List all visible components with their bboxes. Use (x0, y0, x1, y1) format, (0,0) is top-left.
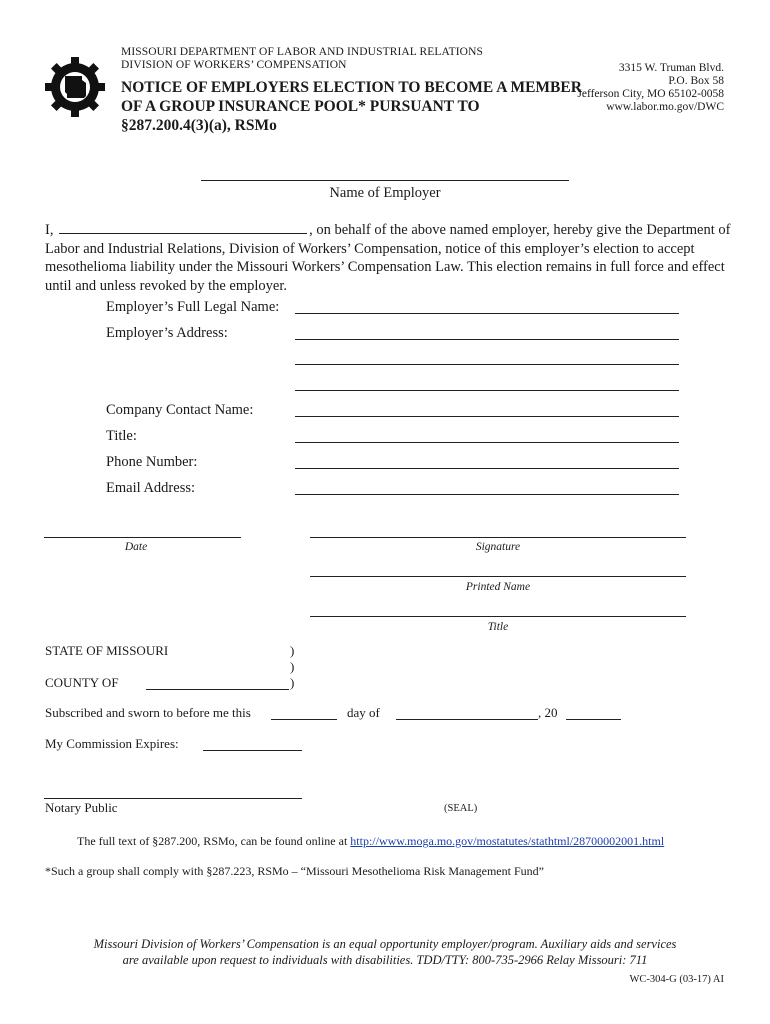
email-field[interactable] (295, 494, 679, 495)
department-heading (121, 46, 483, 72)
signer-title-field[interactable] (310, 616, 686, 617)
equal-opportunity-footer (0, 936, 770, 968)
title-field[interactable] (295, 442, 679, 443)
agency-address (577, 62, 724, 114)
address-field-line-3[interactable] (295, 390, 679, 391)
footer-line-1: Missouri Division of Workers’ Compensation is an equal opportunity employer/program. Auxiliary aids and services (93, 937, 677, 951)
address-street: 3315 W. Truman Blvd. (618, 62, 724, 74)
election-statement (45, 220, 735, 295)
commission-expires-label: My Commission Expires: (45, 736, 179, 751)
day-of-label: day of (347, 705, 380, 720)
agency-website: www.labor.mo.gov/DWC (606, 101, 724, 113)
form-number: WC-304-G (03-17) AI (629, 974, 724, 985)
subscribed-label: Subscribed and sworn to before me this (45, 705, 251, 720)
legal-name-label: Employer’s Full Legal Name: (106, 299, 280, 315)
date-field[interactable] (44, 537, 241, 538)
address-city: Jefferson City, MO 65102-0058 (577, 88, 724, 100)
county-field[interactable] (146, 689, 289, 690)
address-label: Employer’s Address: (106, 325, 228, 341)
sworn-year-field[interactable] (566, 719, 621, 720)
commission-expires-field[interactable] (203, 750, 302, 751)
missouri-gear-seal-icon (44, 56, 106, 118)
state-label: STATE OF MISSOURI (45, 643, 169, 658)
form-title-line-1: NOTICE OF EMPLOYERS ELECTION TO BECOME A MEMBER (121, 79, 582, 96)
bracket-1: ) (290, 643, 295, 658)
statute-link[interactable]: http://www.moga.mo.gov/mostatutes/stathtml/28700002001.html (350, 834, 665, 848)
name-of-employer-field[interactable] (201, 180, 569, 181)
group-compliance-note: *Such a group shall comply with §287.223, RSMo – “Missouri Mesothelioma Risk Management Fund” (45, 864, 544, 878)
division-name: DIVISION OF WORKERS’ COMPENSATION (121, 59, 347, 71)
county-label: COUNTY OF (45, 675, 119, 690)
form-title (121, 78, 582, 135)
notary-public-label: Notary Public (45, 800, 118, 815)
name-of-employer-label: Name of Employer (329, 185, 441, 201)
bracket-2: ) (290, 659, 295, 674)
phone-label: Phone Number: (106, 454, 198, 470)
title-label: Title: (106, 428, 137, 444)
legal-name-field[interactable] (295, 313, 679, 314)
statement-body: Department of Labor and Industrial Relations, Division of Workers’ Compensation, notice of this employer’s election to accept mesothelioma liability under the Missouri Workers’ Compensation Law. This election remains in full force and effect until and unless revoked by the employer. (45, 222, 731, 294)
bracket-3: ) (290, 675, 295, 690)
signature-label: Signature (475, 541, 521, 553)
address-po-box: P.O. Box 58 (668, 75, 724, 87)
phone-field[interactable] (295, 468, 679, 469)
sworn-day-field[interactable] (271, 719, 337, 720)
sworn-month-field[interactable] (396, 719, 538, 720)
full-text-prefix: The full text of §287.200, RSMo, can be found online at (77, 834, 348, 848)
statement-line-1: , on behalf of the above named employer, hereby give the (309, 222, 643, 238)
printed-name-label: Printed Name (465, 581, 531, 593)
form-title-line-2: OF A GROUP INSURANCE POOL* PURSUANT TO (121, 98, 480, 115)
department-name: MISSOURI DEPARTMENT OF LABOR AND INDUSTRIAL RELATIONS (121, 46, 483, 58)
date-label: Date (124, 541, 148, 553)
contact-name-label: Company Contact Name: (106, 402, 254, 418)
footer-line-2: are available upon request to individuals with disabilities. TDD/TTY: 800-735-2966 Relay Missouri: 711 (122, 953, 648, 967)
printed-name-field[interactable] (310, 576, 686, 577)
notary-signature-field[interactable] (44, 798, 302, 799)
form-title-line-3: §287.200.4(3)(a), RSMo (121, 117, 277, 134)
year-prefix-label: , 20 (538, 705, 558, 720)
representative-name-field[interactable] (59, 220, 307, 234)
seal-label: (SEAL) (444, 803, 478, 814)
address-field-line-2[interactable] (295, 364, 679, 365)
full-text-note (77, 834, 664, 849)
signature-field[interactable] (310, 537, 686, 538)
contact-name-field[interactable] (295, 416, 679, 417)
signer-title-label: Title (487, 621, 509, 633)
email-label: Email Address: (106, 480, 196, 496)
statement-lead: I, (45, 222, 54, 238)
address-field-line-1[interactable] (295, 339, 679, 340)
